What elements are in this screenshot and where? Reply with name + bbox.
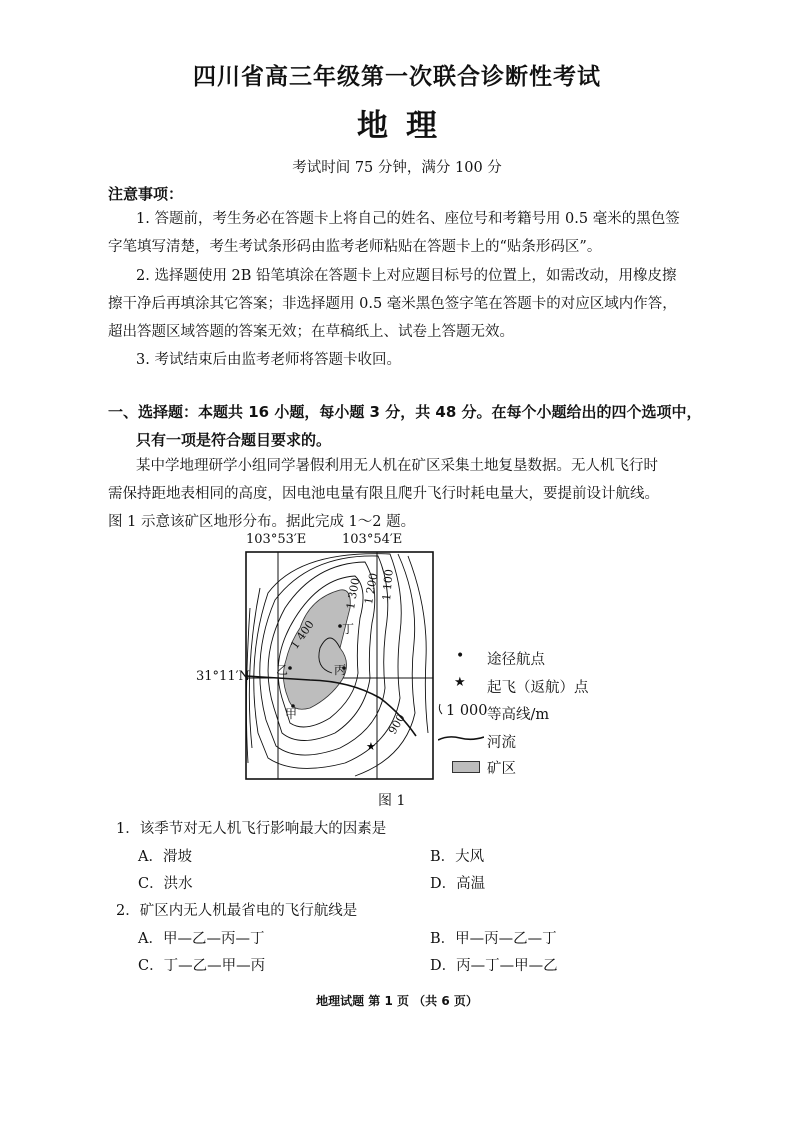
contour-label-900: 900 [386, 711, 408, 737]
legend-river-symbol [438, 734, 484, 744]
waypoint-yi [288, 666, 292, 670]
legend-contour-value: 1 000 [446, 703, 488, 719]
longitude-left-label: 103°53′E [246, 532, 307, 547]
notice-line-5: 超出答题区域答题的答案无效；在草稿纸上、试卷上答题无效。 [108, 324, 514, 340]
mine-area [283, 590, 350, 709]
legend-mine-symbol [452, 761, 480, 773]
passage-line-1: 某中学地理研学小组同学暑假利用无人机在矿区采集土地复垦数据。无人机飞行时 [136, 458, 658, 474]
figure-caption: 图 1 [378, 793, 406, 809]
legend-mine-label: 矿区 [487, 761, 516, 777]
legend-waypoint-label: 途径航点 [487, 652, 545, 668]
passage-line-3: 图 1 示意该矿区地形分布。据此完成 1～2 题。 [108, 514, 416, 530]
contour-label-1400: 1 400 [288, 618, 317, 652]
takeoff-star: ★ [366, 740, 376, 753]
notice-heading: 注意事项： [108, 185, 184, 203]
legend-waypoint-symbol: • [456, 648, 465, 664]
notice-line-2: 字笔填写清楚，考生考试条形码由监考老师粘贴在答题卡上的“贴条形码区”。 [108, 239, 602, 255]
question-1-option-c[interactable]: C．洪水 [138, 876, 193, 892]
contour-label-1200: 1 200 [362, 571, 381, 606]
exam-time: 考试时间 75 分钟，满分 100 分 [292, 160, 502, 176]
question-2-option-a[interactable]: A．甲—乙—丙—丁 [138, 931, 265, 947]
question-1-option-b[interactable]: B．大风 [430, 849, 485, 865]
notice-line-6: 3. 考试结束后由监考老师将答题卡收回。 [136, 352, 401, 368]
question-2-option-c[interactable]: C．丁—乙—甲—丙 [138, 958, 266, 974]
legend-takeoff-symbol: ★ [454, 675, 466, 690]
point-jia: 甲 [285, 707, 298, 721]
notice-line-1: 1. 答题前，考生务必在答题卡上将自己的姓名、座位号和考籍号用 0.5 毫米的黑色签 [136, 211, 680, 227]
question-2-option-b[interactable]: B．甲—丙—乙—丁 [430, 931, 557, 947]
latitude-label: 31°11′N [196, 669, 250, 684]
question-2-option-d[interactable]: D．丙—丁—甲—乙 [430, 958, 558, 974]
page-footer: 地理试题 第 1 页 （共 6 页） [316, 994, 478, 1008]
contour-label-1100: 1 100 [380, 568, 396, 602]
passage-line-2: 需保持距地表相同的高度，因电池电量有限且爬升飞行时耗电量大，要提前设计航线。 [108, 486, 659, 502]
legend-takeoff-label: 起飞（返航）点 [487, 680, 589, 696]
point-bing: 丙 [334, 663, 347, 677]
contour-label-1300: 1 300 [344, 576, 363, 611]
exam-title: 四川省高三年级第一次联合诊断性考试 [193, 64, 601, 90]
section-line-2: 只有一项是符合题目要求的。 [136, 431, 332, 449]
notice-line-4: 擦干净后再填涂其它答案；非选择题用 0.5 毫米黑色签字笔在答题卡的对应区域内作答， [108, 296, 677, 312]
question-2-stem: 2．矿区内无人机最省电的飞行航线是 [116, 903, 358, 919]
question-1-option-d[interactable]: D．高温 [430, 876, 486, 892]
question-1-stem: 1．该季节对无人机飞行影响最大的因素是 [116, 821, 387, 837]
section-heading [108, 398, 702, 454]
point-yi: 乙 [276, 663, 289, 677]
subject-title: 地理 [357, 108, 455, 144]
longitude-right-label: 103°54′E [342, 532, 403, 547]
question-1-option-a[interactable]: A．滑坡 [138, 849, 192, 865]
legend-contour-label: 等高线/m [487, 707, 550, 723]
notice-line-3: 2. 选择题使用 2B 铅笔填涂在答题卡上对应题目标号的位置上，如需改动，用橡皮擦 [136, 268, 677, 284]
legend-river-label: 河流 [487, 735, 516, 751]
point-ding: 丁 [342, 622, 355, 636]
section-line-1: 一、选择题：本题共 16 小题，每小题 3 分，共 48 分。在每个小题给出的四个选项中， [108, 403, 702, 421]
